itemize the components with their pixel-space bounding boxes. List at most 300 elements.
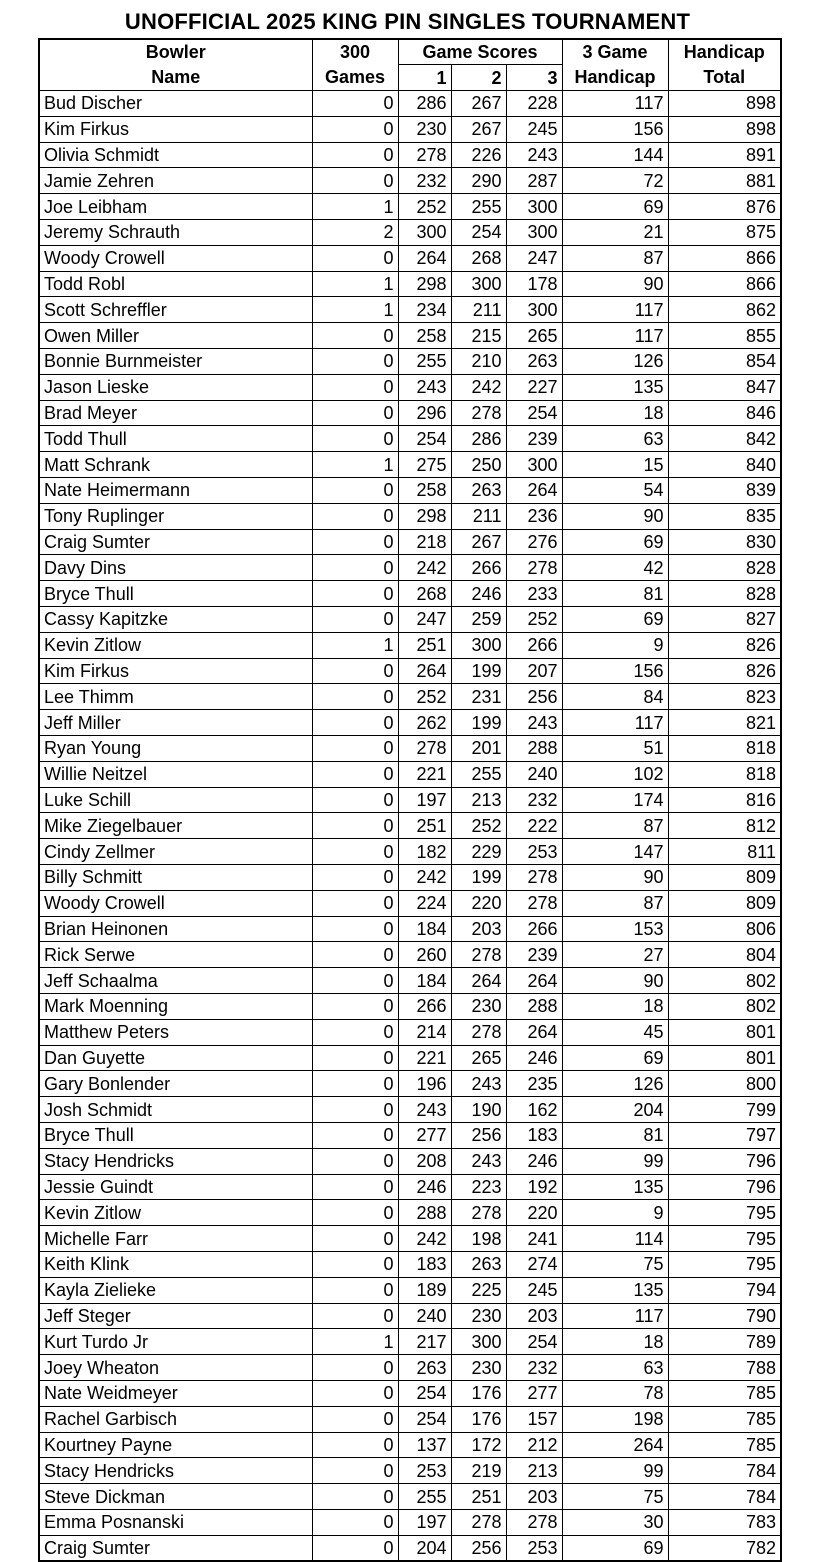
table-row [39,1380,781,1406]
game-3-score: 263 [506,349,562,375]
bowler-name: Brad Meyer [39,400,312,426]
handicap-total: 782 [668,1535,781,1561]
table-row [39,916,781,942]
bowler-name: Kim Firkus [39,658,312,684]
game-3-score: 277 [506,1380,562,1406]
games-300: 0 [312,916,398,942]
handicap-total: 795 [668,1251,781,1277]
table-row [39,787,781,813]
game-2-score: 213 [451,787,506,813]
bowler-name: Jeff Schaalma [39,968,312,994]
game-1-score: 243 [398,374,451,400]
games-300: 0 [312,1458,398,1484]
games-300: 1 [312,194,398,220]
games-300: 0 [312,555,398,581]
game-2-score: 300 [451,1329,506,1355]
handicap: 75 [562,1251,668,1277]
games-300: 0 [312,607,398,633]
game-2-score: 263 [451,1251,506,1277]
handicap-total: 898 [668,91,781,117]
games-300: 0 [312,245,398,271]
handicap: 51 [562,736,668,762]
bowler-name: Rachel Garbisch [39,1406,312,1432]
handicap-total: 875 [668,220,781,246]
game-2-score: 242 [451,374,506,400]
handicap-total: 812 [668,813,781,839]
handicap-total: 802 [668,993,781,1019]
games-300: 0 [312,942,398,968]
game-2-score: 211 [451,297,506,323]
handicap: 126 [562,349,668,375]
game-1-score: 264 [398,245,451,271]
table-row [39,942,781,968]
game-1-score: 268 [398,581,451,607]
game-1-score: 300 [398,220,451,246]
game-2-score: 210 [451,349,506,375]
handicap-total: 797 [668,1122,781,1148]
game-2-score: 290 [451,168,506,194]
handicap: 72 [562,168,668,194]
table-row [39,1200,781,1226]
bowler-name: Gary Bonlender [39,1071,312,1097]
table-row [39,91,781,117]
game-1-score: 254 [398,1406,451,1432]
bowler-name: Jeremy Schrauth [39,220,312,246]
handicap-total: 823 [668,684,781,710]
game-1-score: 260 [398,942,451,968]
handicap-total: 801 [668,1045,781,1071]
games-300: 0 [312,1251,398,1277]
game-1-score: 197 [398,1509,451,1535]
game-3-score: 300 [506,452,562,478]
handicap: 81 [562,1122,668,1148]
handicap: 69 [562,607,668,633]
bowler-name: Tony Ruplinger [39,503,312,529]
bowler-name: Dan Guyette [39,1045,312,1071]
games-300: 0 [312,426,398,452]
game-3-score: 288 [506,736,562,762]
games-300: 0 [312,503,398,529]
game-2-score: 256 [451,1535,506,1561]
handicap-total: 818 [668,736,781,762]
game-3-score: 256 [506,684,562,710]
handicap: 135 [562,1277,668,1303]
handicap: 204 [562,1097,668,1123]
handicap-total: 818 [668,761,781,787]
table-row [39,1174,781,1200]
table-row [39,658,781,684]
handicap-total: 804 [668,942,781,968]
table-row [39,297,781,323]
bowler-name: Nate Heimermann [39,478,312,504]
game-3-score: 243 [506,142,562,168]
game-3-score: 162 [506,1097,562,1123]
handicap: 135 [562,1174,668,1200]
handicap-total: 846 [668,400,781,426]
game-3-score: 239 [506,426,562,452]
game-3-score: 266 [506,632,562,658]
handicap-total: 800 [668,1071,781,1097]
games-300: 0 [312,581,398,607]
handicap-total: 799 [668,1097,781,1123]
games-300: 0 [312,1355,398,1381]
header-3-game: 3 Game [562,39,668,65]
handicap: 90 [562,271,668,297]
game-1-score: 252 [398,194,451,220]
game-3-score: 288 [506,993,562,1019]
game-3-score: 264 [506,1019,562,1045]
table-row [39,684,781,710]
games-300: 0 [312,349,398,375]
game-1-score: 255 [398,1484,451,1510]
game-2-score: 266 [451,555,506,581]
table-row [39,1303,781,1329]
game-1-score: 182 [398,839,451,865]
game-1-score: 286 [398,91,451,117]
game-3-score: 203 [506,1303,562,1329]
handicap-total: 795 [668,1226,781,1252]
games-300: 0 [312,684,398,710]
handicap: 9 [562,1200,668,1226]
games-300: 0 [312,1148,398,1174]
bowler-name: Kim Firkus [39,116,312,142]
handicap-total: 821 [668,710,781,736]
handicap-total: 788 [668,1355,781,1381]
table-row [39,194,781,220]
handicap: 99 [562,1148,668,1174]
handicap-total: 783 [668,1509,781,1535]
handicap-total: 835 [668,503,781,529]
games-300: 0 [312,1380,398,1406]
game-2-score: 176 [451,1406,506,1432]
header-game-1: 1 [398,65,451,91]
bowler-name: Mike Ziegelbauer [39,813,312,839]
game-1-score: 251 [398,632,451,658]
game-1-score: 234 [398,297,451,323]
table-row [39,1355,781,1381]
handicap: 69 [562,194,668,220]
table-row [39,1277,781,1303]
handicap: 15 [562,452,668,478]
header-handicap-col: Handicap [562,65,668,91]
game-1-score: 247 [398,607,451,633]
game-1-score: 252 [398,684,451,710]
games-300: 0 [312,736,398,762]
games-300: 0 [312,890,398,916]
table-row [39,555,781,581]
handicap-total: 809 [668,865,781,891]
games-300: 0 [312,1484,398,1510]
table-row [39,220,781,246]
handicap: 117 [562,710,668,736]
game-1-score: 258 [398,478,451,504]
games-300: 1 [312,452,398,478]
table-row [39,1329,781,1355]
table-row [39,168,781,194]
bowler-name: Mark Moenning [39,993,312,1019]
games-300: 0 [312,1432,398,1458]
game-3-score: 222 [506,813,562,839]
handicap: 117 [562,297,668,323]
game-2-score: 230 [451,1303,506,1329]
game-3-score: 240 [506,761,562,787]
game-1-score: 264 [398,658,451,684]
game-1-score: 251 [398,813,451,839]
game-1-score: 275 [398,452,451,478]
handicap: 69 [562,1045,668,1071]
game-2-score: 223 [451,1174,506,1200]
handicap: 18 [562,400,668,426]
bowler-name: Nate Weidmeyer [39,1380,312,1406]
game-3-score: 276 [506,529,562,555]
handicap: 87 [562,813,668,839]
game-3-score: 213 [506,1458,562,1484]
games-300: 0 [312,91,398,117]
bowler-name: Kayla Zielieke [39,1277,312,1303]
game-3-score: 183 [506,1122,562,1148]
bowler-name: Craig Sumter [39,1535,312,1561]
handicap: 27 [562,942,668,968]
handicap-total: 809 [668,890,781,916]
game-1-score: 262 [398,710,451,736]
handicap-total: 784 [668,1484,781,1510]
handicap-total: 785 [668,1406,781,1432]
game-2-score: 252 [451,813,506,839]
handicap-total: 839 [668,478,781,504]
handicap: 69 [562,529,668,555]
handicap-total: 876 [668,194,781,220]
handicap: 69 [562,1535,668,1561]
game-1-score: 266 [398,993,451,1019]
game-1-score: 197 [398,787,451,813]
game-3-score: 254 [506,1329,562,1355]
bowler-name: Matt Schrank [39,452,312,478]
results-table [38,38,782,1562]
table-row [39,245,781,271]
games-300: 1 [312,1329,398,1355]
game-1-score: 258 [398,323,451,349]
handicap: 99 [562,1458,668,1484]
game-1-score: 183 [398,1251,451,1277]
game-1-score: 196 [398,1071,451,1097]
games-300: 0 [312,1097,398,1123]
game-1-score: 277 [398,1122,451,1148]
game-3-score: 245 [506,1277,562,1303]
bowler-name: Cindy Zellmer [39,839,312,865]
handicap: 174 [562,787,668,813]
bowler-name: Kourtney Payne [39,1432,312,1458]
game-3-score: 220 [506,1200,562,1226]
table-row [39,374,781,400]
game-1-score: 298 [398,271,451,297]
table-row [39,142,781,168]
handicap: 90 [562,865,668,891]
game-2-score: 278 [451,942,506,968]
game-3-score: 235 [506,1071,562,1097]
game-3-score: 227 [506,374,562,400]
game-1-score: 184 [398,916,451,942]
games-300: 0 [312,1509,398,1535]
table-row [39,1535,781,1561]
handicap-total: 806 [668,916,781,942]
handicap-total: 784 [668,1458,781,1484]
game-2-score: 255 [451,761,506,787]
handicap: 114 [562,1226,668,1252]
handicap: 198 [562,1406,668,1432]
bowler-name: Jamie Zehren [39,168,312,194]
game-2-score: 231 [451,684,506,710]
handicap-total: 881 [668,168,781,194]
games-300: 0 [312,168,398,194]
handicap-total: 866 [668,271,781,297]
games-300: 0 [312,1045,398,1071]
bowler-name: Joey Wheaton [39,1355,312,1381]
handicap: 153 [562,916,668,942]
game-3-score: 207 [506,658,562,684]
handicap: 144 [562,142,668,168]
game-3-score: 300 [506,194,562,220]
game-1-score: 240 [398,1303,451,1329]
table-row [39,478,781,504]
handicap: 78 [562,1380,668,1406]
table-row [39,1019,781,1045]
game-2-score: 229 [451,839,506,865]
bowler-name: Craig Sumter [39,529,312,555]
bowler-name: Bryce Thull [39,581,312,607]
game-2-score: 278 [451,400,506,426]
games-300: 0 [312,1200,398,1226]
bowler-name: Emma Posnanski [39,1509,312,1535]
handicap-total: 785 [668,1432,781,1458]
games-300: 0 [312,116,398,142]
handicap: 90 [562,968,668,994]
bowler-name: Jeff Steger [39,1303,312,1329]
game-2-score: 230 [451,1355,506,1381]
games-300: 1 [312,297,398,323]
games-300: 0 [312,710,398,736]
game-3-score: 246 [506,1045,562,1071]
games-300: 0 [312,839,398,865]
bowler-name: Stacy Hendricks [39,1458,312,1484]
game-2-score: 250 [451,452,506,478]
bowler-name: Bryce Thull [39,1122,312,1148]
table-row [39,271,781,297]
game-1-score: 232 [398,168,451,194]
handicap: 45 [562,1019,668,1045]
table-row [39,1484,781,1510]
bowler-name: Bonnie Burnmeister [39,349,312,375]
table-row [39,426,781,452]
game-2-score: 278 [451,1019,506,1045]
page-title: UNOFFICIAL 2025 KING PIN SINGLES TOURNAMENT [124,9,691,34]
games-300: 0 [312,400,398,426]
game-1-score: 204 [398,1535,451,1561]
bowler-name: Bud Discher [39,91,312,117]
handicap: 156 [562,116,668,142]
table-row [39,1458,781,1484]
handicap-total: 796 [668,1148,781,1174]
handicap-total: 826 [668,658,781,684]
bowler-name: Ryan Young [39,736,312,762]
game-1-score: 242 [398,555,451,581]
game-1-score: 246 [398,1174,451,1200]
table-row [39,1406,781,1432]
handicap-total: 891 [668,142,781,168]
handicap: 117 [562,323,668,349]
game-1-score: 217 [398,1329,451,1355]
handicap-total: 862 [668,297,781,323]
table-row [39,993,781,1019]
game-2-score: 251 [451,1484,506,1510]
handicap: 30 [562,1509,668,1535]
table-row [39,452,781,478]
table-row [39,323,781,349]
game-2-score: 215 [451,323,506,349]
game-3-score: 157 [506,1406,562,1432]
game-2-score: 278 [451,1509,506,1535]
games-300: 0 [312,374,398,400]
games-300: 0 [312,1174,398,1200]
games-300: 0 [312,478,398,504]
games-300: 0 [312,323,398,349]
handicap: 54 [562,478,668,504]
table-body [39,91,781,1561]
table-row [39,1071,781,1097]
game-2-score: 172 [451,1432,506,1458]
handicap: 42 [562,555,668,581]
handicap-total: 840 [668,452,781,478]
table-row [39,813,781,839]
game-1-score: 230 [398,116,451,142]
handicap-total: 826 [668,632,781,658]
game-3-score: 300 [506,297,562,323]
game-3-score: 245 [506,116,562,142]
game-1-score: 288 [398,1200,451,1226]
handicap: 18 [562,993,668,1019]
game-2-score: 243 [451,1071,506,1097]
bowler-name: Woody Crowell [39,245,312,271]
game-2-score: 259 [451,607,506,633]
table-row [39,1432,781,1458]
games-300: 0 [312,1122,398,1148]
games-300: 0 [312,1226,398,1252]
handicap-total: 816 [668,787,781,813]
game-3-score: 233 [506,581,562,607]
games-300: 0 [312,1071,398,1097]
game-3-score: 254 [506,400,562,426]
bowler-name: Steve Dickman [39,1484,312,1510]
handicap: 87 [562,245,668,271]
header-300-games: 300 [312,39,398,65]
table-row [39,607,781,633]
game-3-score: 266 [506,916,562,942]
game-3-score: 278 [506,1509,562,1535]
handicap: 147 [562,839,668,865]
header-game-2: 2 [451,65,506,91]
game-2-score: 254 [451,220,506,246]
table-row [39,116,781,142]
handicap-total: 801 [668,1019,781,1045]
handicap: 102 [562,761,668,787]
bowler-name: Owen Miller [39,323,312,349]
handicap: 63 [562,426,668,452]
game-3-score: 239 [506,942,562,968]
bowler-name: Matthew Peters [39,1019,312,1045]
game-2-score: 199 [451,865,506,891]
games-300: 0 [312,993,398,1019]
handicap-total: 855 [668,323,781,349]
game-3-score: 247 [506,245,562,271]
